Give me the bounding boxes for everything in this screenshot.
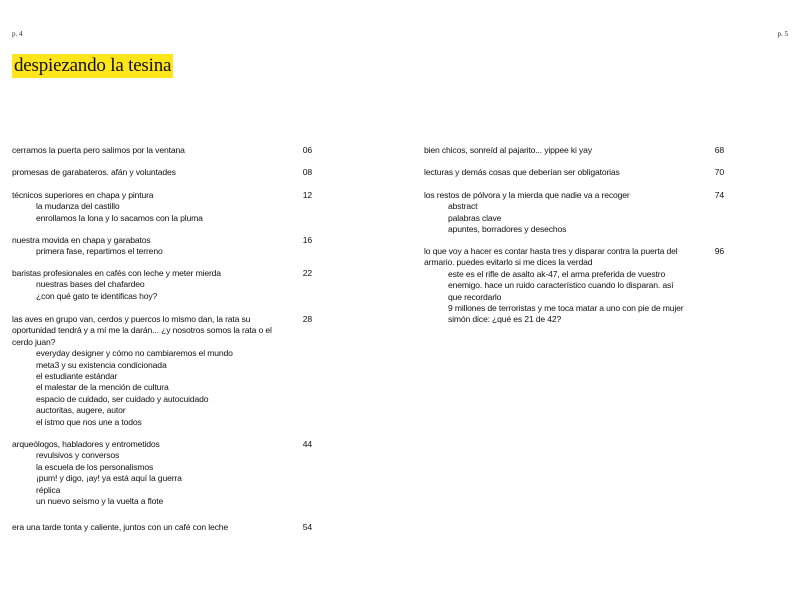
toc-entry-title: técnicos superiores en chapa y pintura <box>12 190 154 200</box>
toc-entry <box>12 314 312 428</box>
toc-entry <box>424 190 724 236</box>
toc-subentry: meta3 y su existencia condicionada <box>36 359 167 370</box>
toc-entry-page: 12 <box>302 190 312 200</box>
toc-subentry: ¿con qué gato te identificas hoy? <box>36 290 158 301</box>
toc-entry-title: lecturas y demás cosas que deberían ser obligatorias <box>424 167 620 177</box>
toc-subentry: el malestar de la mención de cultura <box>36 382 169 393</box>
toc-entry-page: 74 <box>714 190 724 200</box>
toc-entry-title: era una tarde tonta y caliente, juntos con un café con leche <box>12 522 229 532</box>
toc-subentry: primera fase, repartimos el terreno <box>36 246 163 257</box>
toc-entry <box>12 439 312 507</box>
toc-subentry: réplica <box>36 484 61 495</box>
toc-subentry: abstract <box>448 201 478 212</box>
toc-entry-page: 08 <box>302 167 312 177</box>
toc-subentry: enrollamos la lona y lo sacamos con la pluma <box>36 212 203 223</box>
toc-entry <box>12 268 312 302</box>
toc-entry-page: 70 <box>714 167 724 177</box>
toc-entry <box>12 190 312 224</box>
toc-entry-page: 28 <box>302 314 312 324</box>
toc-entry-page: 16 <box>302 235 312 245</box>
toc-entry <box>12 235 312 258</box>
toc-subentry: nuestras bases del chafardeo <box>36 279 145 290</box>
toc-subentry: ¡pum! y digo, ¡ay! ya está aquí la guerra <box>36 473 182 484</box>
toc-entry-page: 22 <box>302 268 312 278</box>
toc-entry-page: 54 <box>302 522 312 532</box>
toc-subentry: este es el rifle de asalto ak-47, el arma preferida de vuestro enemigo. hace un ruido característico cuando lo disparan. así que recordarlo <box>448 268 674 302</box>
toc-entry-title: arqueólogos, habladores y entrometidos <box>12 439 160 449</box>
toc-entry <box>424 167 724 178</box>
toc-entry-title: lo que voy a hacer es contar hasta tres y disparar contra la puerta del armario. puedes evitarlo si me dices la verdad <box>424 246 678 268</box>
toc-entry-page: 96 <box>714 246 724 256</box>
toc-entry-title: nuestra movida en chapa y garabatos <box>12 235 151 245</box>
page-title: despiezando la tesina <box>14 55 172 76</box>
toc-entry <box>424 145 724 156</box>
toc-subentry: el estudiante estándar <box>36 371 118 382</box>
toc-entry-page: 44 <box>302 439 312 449</box>
toc-entry <box>12 167 312 178</box>
toc-subentry: la mudanza del castillo <box>36 201 120 212</box>
toc-entry-title: bien chicos, sonreíd al pajarito... yippee ki yay <box>424 145 592 155</box>
toc-subentry: palabras clave <box>448 212 502 223</box>
toc-entry-title: baristas profesionales en cafés con leche y meter mierda <box>12 268 221 278</box>
toc-subentry: el istmo que nos une a todos <box>36 416 142 427</box>
toc-subentry: simón dice: ¿qué es 21 de 42? <box>448 314 562 325</box>
toc-entry-page: 68 <box>714 145 724 155</box>
toc-subentry: auctoritas, augere, autor <box>36 405 126 416</box>
toc-subentry: 9 millones de terroristas y me toca matar a uno con pie de mujer <box>448 303 684 314</box>
toc-subentry: revulsivos y conversos <box>36 450 120 461</box>
toc-entry <box>424 246 724 326</box>
toc-subentry: espacio de cuidado, ser cuidado y autocuidado <box>36 393 209 404</box>
toc-entry-title: cerramos la puerta pero salimos por la ventana <box>12 145 185 155</box>
toc-subentry: un nuevo seísmo y la vuelta a flote <box>36 496 164 507</box>
toc-entry-page: 06 <box>302 145 312 155</box>
toc-entry <box>12 522 312 533</box>
toc-entry <box>12 145 312 156</box>
page-number-left: p. 4 <box>12 30 23 38</box>
page-number-right: p. 5 <box>777 30 788 38</box>
toc-subentry: everyday designer y cómo no cambiaremos el mundo <box>36 348 233 359</box>
toc-subentry: la escuela de los personalismos <box>36 461 154 472</box>
toc-entry-title: las aves en grupo van, cerdos y puercos lo mismo dan, la rata su oportunidad tendrá y a mí me la darán... ¿y nosotros somos la rata o el cerdo juan? <box>12 314 272 347</box>
toc-subentry: apuntes, borradores y desechos <box>448 224 567 235</box>
toc-entry-title: promesas de garabateros. afán y voluntades <box>12 167 176 177</box>
toc-entry-title: los restos de pólvora y la mierda que nadie va a recoger <box>424 190 630 200</box>
